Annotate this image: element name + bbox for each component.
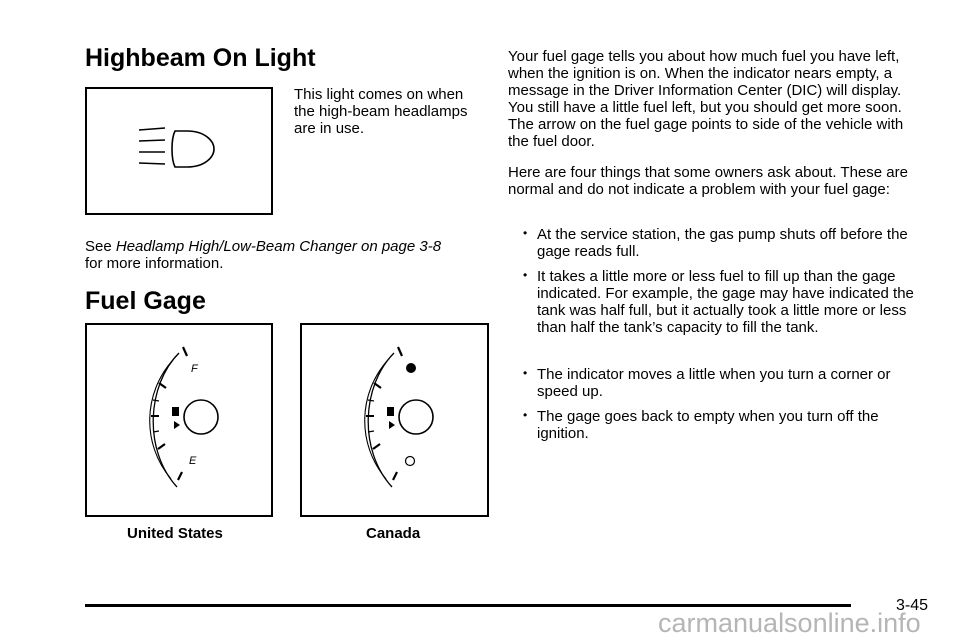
bullet-text: The indicator moves a little when you turn a corner or speed up. [537,366,891,400]
see-suffix: for more information. [85,255,224,272]
highbeam-headlamp-icon [87,89,271,213]
fuel-gauge-canada-icon [302,325,487,515]
caption-canada: Canada [366,525,421,542]
fuel-gage-us-illustration [85,323,273,517]
fuel-gage-paragraph-2: Here are four things that some owners ask about. These are normal and do not indicate a problem with your fuel gage: [508,164,908,198]
highbeam-indicator-illustration [85,87,273,215]
highbeam-title: Highbeam On Light [85,44,316,72]
watermark: carmanualsonline.info [658,608,921,638]
bullet-item [523,268,927,336]
bullet-item [523,366,927,400]
bullet-text: The gage goes back to empty when you turn off the ignition. [537,408,879,442]
bullet-icon: • [523,408,528,422]
bullet-icon: • [523,268,528,282]
see-prefix: See [85,238,116,255]
bullet-text: At the service station, the gas pump shuts off before the gage reads full. [537,226,908,260]
fuel-gauge-us-icon [87,325,271,515]
gauge-full-label: F [191,363,198,375]
highbeam-description: This light comes on when the high-beam headlamps are in use. [294,86,468,137]
bullet-icon: • [523,366,528,380]
bullet-item [523,226,927,260]
page-number: 3-45 [896,597,929,614]
fuel-gage-paragraph-1: Your fuel gage tells you about how much fuel you have left, when the ignition is on. When the indicator nears empty, a message in the Driver Information Center (DIC) will display. You still have a little fuel left, but you should get more soon. The arrow on the fuel gage points to side of the vehicle with the fuel door. [508,48,904,150]
footer-rule [85,604,851,607]
fuel-gage-title: Fuel Gage [85,287,206,315]
bullet-text: It takes a little more or less fuel to fill up than the gage indicated. For example, the gage may have indicated the tank was half full, but it actually took a little more or less than half the tank’s capacity to fill the tank. [537,268,914,336]
see-reference-link[interactable]: Headlamp High/Low-Beam Changer on page 3-8 [115,238,442,255]
caption-united-states: United States [127,525,223,542]
see-reference [85,238,505,272]
bullet-item [523,408,927,442]
gauge-empty-label: E [189,455,197,467]
bullet-icon: • [523,226,528,240]
fuel-gage-canada-illustration [300,323,489,517]
